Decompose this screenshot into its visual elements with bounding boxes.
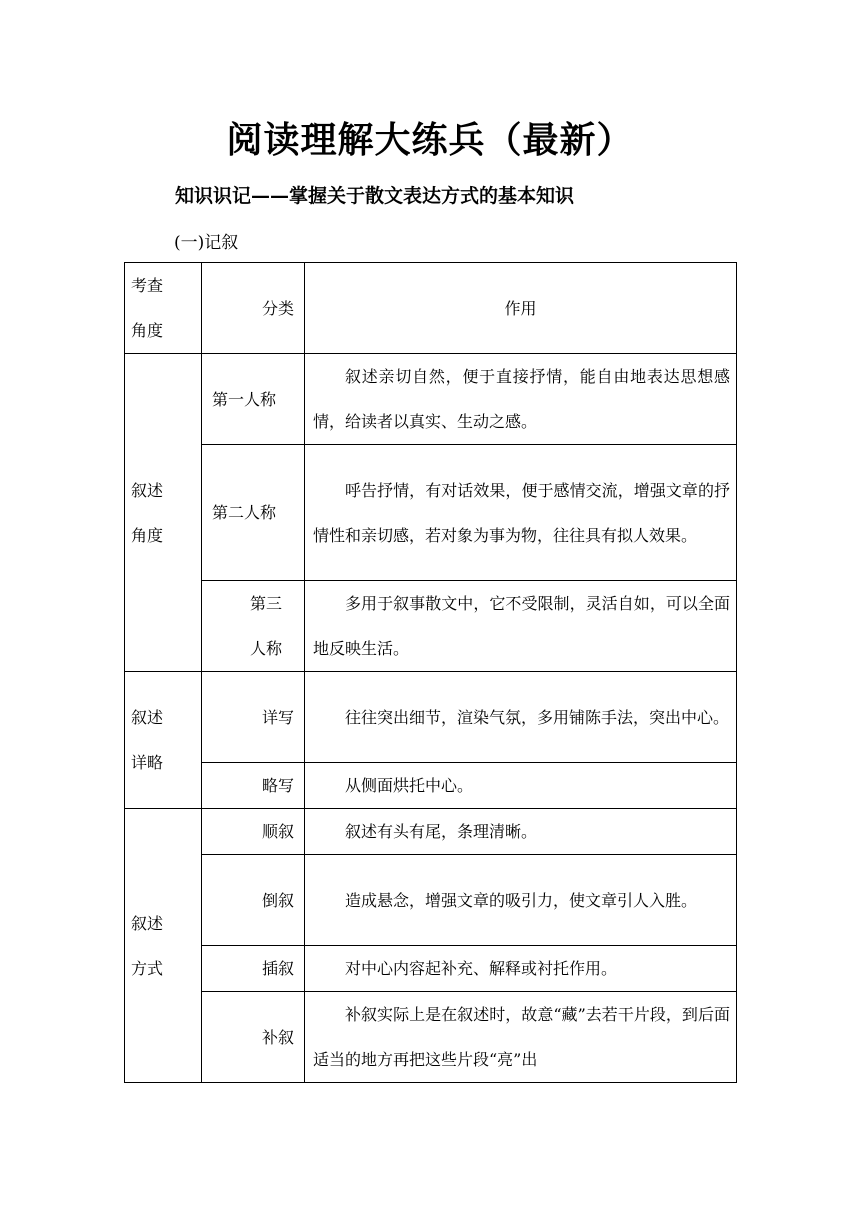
table-row [125,445,737,581]
section-heading: 知识识记——掌握关于散文表达方式的基本知识 [175,185,575,207]
table-row [125,855,737,946]
aspect-cell-method [125,809,202,1083]
table-row [125,946,737,992]
subsection-label: (一)记叙 [174,233,239,253]
category-cell: 第一人称 [202,354,305,445]
aspect-line2: 详略 [131,753,164,772]
table-row [125,763,737,809]
page-title: 阅读理解大练兵（最新） [226,119,634,161]
header-category-cell: 分类 [202,263,305,354]
table-row [125,672,737,763]
function-cell: 从侧面烘托中心。 [305,763,737,809]
function-cell: 多用于叙事散文中，它不受限制，灵活自如，可以全面地反映生活。 [305,581,737,672]
table-row [125,581,737,672]
category-cell: 详写 [202,672,305,763]
category-cell: 倒叙 [202,855,305,946]
aspect-cell-detail [125,672,202,809]
category-cell: 顺叙 [202,809,305,855]
function-cell: 叙述有头有尾，条理清晰。 [305,809,737,855]
table-row [125,992,737,1083]
function-cell: 呼告抒情，有对话效果，便于感情交流，增强文章的抒情性和亲切感，若对象为事为物，往往具有拟人效果。 [305,445,737,581]
table-row [125,354,737,445]
header-aspect-line2: 角度 [131,321,164,340]
narration-table [124,262,737,1083]
function-cell: 对中心内容起补充、解释或衬托作用。 [305,946,737,992]
aspect-line1: 叙述 [131,708,164,727]
category-cell: 第三人称 [202,581,305,672]
table-row [125,809,737,855]
function-cell: 往往突出细节，渲染气氛，多用铺陈手法，突出中心。 [305,672,737,763]
header-aspect-line1: 考查 [131,276,164,295]
aspect-line1: 叙述 [131,480,164,500]
function-cell: 补叙实际上是在叙述时，故意“藏”去若干片段，到后面适当的地方再把这些片段“亮”出 [305,992,737,1083]
function-cell: 造成悬念，增强文章的吸引力，使文章引人入胜。 [305,855,737,946]
category-cell: 插叙 [202,946,305,992]
table-header-row [125,263,737,354]
aspect-line2: 方式 [131,958,164,978]
aspect-line1: 叙述 [131,913,164,933]
category-cell: 略写 [202,763,305,809]
function-cell: 叙述亲切自然，便于直接抒情，能自由地表达思想感情，给读者以真实、生动之感。 [305,354,737,445]
category-cell: 补叙 [202,992,305,1083]
aspect-cell-angle [125,354,202,672]
category-cell: 第二人称 [202,445,305,581]
header-function-cell: 作用 [305,263,737,354]
aspect-line2: 角度 [131,525,164,545]
header-aspect-cell [125,263,202,354]
